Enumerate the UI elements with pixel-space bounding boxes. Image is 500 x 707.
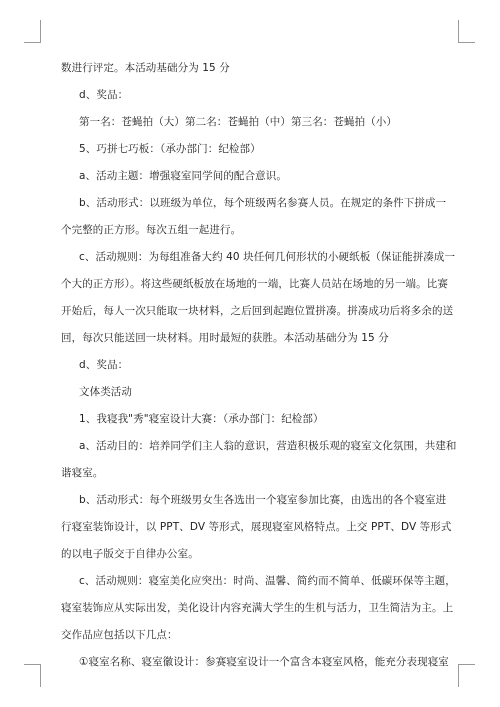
paragraph-line: a、活动主题：增强寝室同学间的配合意识。: [79, 170, 287, 182]
crop-mark-top-right: [458, 20, 475, 43]
paragraph-line: b、活动形式：每个班级男女生各选出一个寝室参加比赛，由选出的各个寝室进: [79, 494, 447, 506]
paragraph-line: 第一名：苍蝇拍（大）第二名：苍蝇拍（中）第三名：苍蝇拍（小）: [79, 116, 397, 128]
paragraph-line: 开始后，每人一次只能取一块材料，之后回到起跑位置拼凑。拼凑成功后将多余的送: [61, 305, 454, 317]
paragraph-line: 谐寝室。: [61, 467, 104, 479]
crop-mark-bottom-right: [458, 664, 475, 687]
paragraph-line: 交作品应包括以下几点：: [61, 629, 178, 641]
paragraph-line: b、活动形式：以班级为单位，每个班级两名参赛人员。在规定的条件下拼成一: [79, 197, 447, 209]
section-heading: 1、我寝我"秀"寝室设计大赛：（承办部门：纪检部）: [79, 413, 324, 425]
paragraph-line: 回，每次只能送回一块材料。用时最短的获胜。本活动基础分为 15 分: [61, 332, 389, 344]
paragraph-line: 数进行评定。本活动基础分为 15 分: [61, 62, 230, 74]
section-heading: 文体类活动: [79, 386, 132, 398]
paragraph-line: 个大的正方形）。将这些硬纸板放在场地的一端，比赛人员站在场地的另一端。比赛: [61, 278, 448, 290]
paragraph-line: d、奖品：: [79, 89, 129, 101]
crop-mark-top-left: [24, 20, 41, 43]
paragraph-line: 个完整的正方形。每次五组一起进行。: [61, 224, 242, 236]
paragraph-line: 行寝室装饰设计，以 PPT、DV 等形式，展现寝室风格特点。上交 PPT、DV 等形式: [61, 521, 452, 533]
crop-mark-bottom-left: [24, 664, 41, 687]
paragraph-line: c、活动规则：为每组准备大约 40 块任何几何形状的小硬纸板（保证能拼凑成一: [79, 251, 456, 263]
paragraph-line: ①寝室名称、寝室徽设计：参赛寝室设计一个富含本寝室风格，能充分表现寝室: [79, 656, 449, 668]
paragraph-line: 寝室装饰应从实际出发，美化设计内容充满大学生的生机与活力，卫生简洁为主。上: [61, 602, 454, 614]
paragraph-line: d、奖品：: [79, 359, 129, 371]
paragraph-line: 的以电子版交于自律办公室。: [61, 548, 199, 560]
section-heading: 5、巧拼七巧板：（承办部门：纪检部）: [79, 143, 261, 155]
paragraph-line: a、活动目的：培养同学们主人翁的意识，营造积极乐观的寝室文化氛围，共建和: [79, 440, 457, 452]
paragraph-line: c、活动规则：寝室美化应突出：时尚、温馨、简约而不简单、低碳环保等主题，: [79, 575, 456, 587]
document-body: [61, 61, 457, 669]
